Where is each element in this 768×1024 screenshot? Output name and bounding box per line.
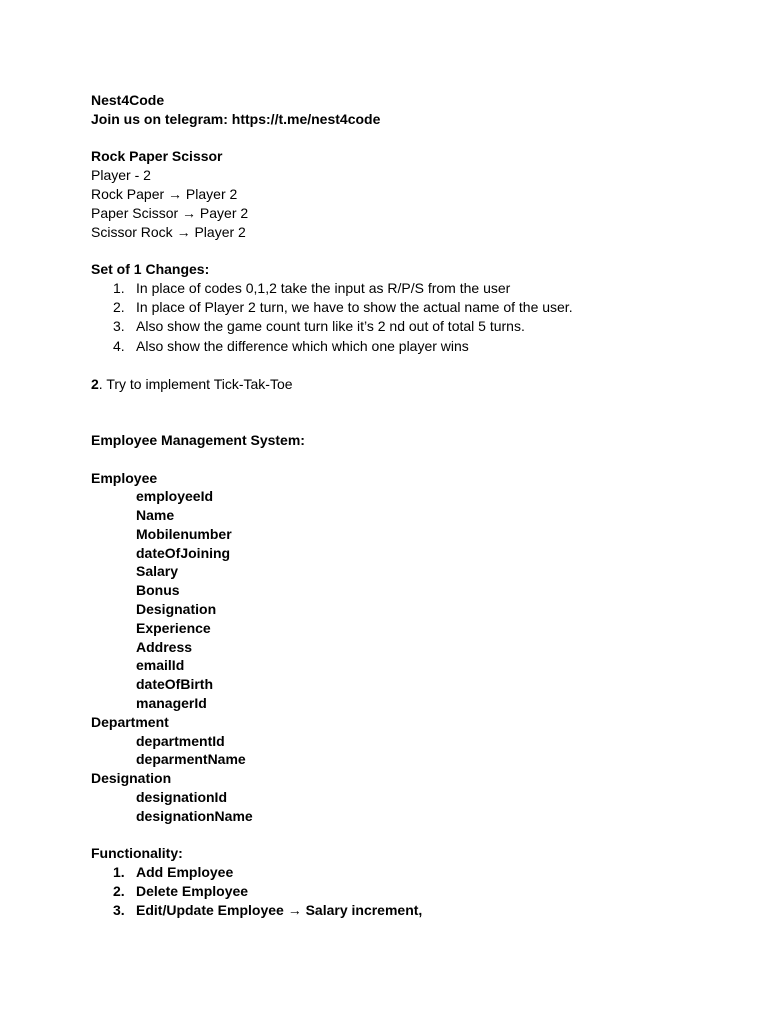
changes-heading: Set of 1 Changes: (91, 261, 210, 278)
field-item: deparmentName (136, 751, 246, 768)
list-text: Edit/Update Employee → Salary increment, (136, 901, 423, 918)
list-text: Also show the difference which which one player wins (136, 337, 469, 354)
rps-line: Player - 2 (91, 167, 151, 184)
field-item: designationId (136, 789, 227, 806)
field-item: employeeId (136, 488, 214, 505)
field-item: Bonus (136, 582, 180, 599)
rps-heading: Rock Paper Scissor (91, 148, 223, 165)
spacer (91, 826, 711, 845)
ems-heading: Employee Management System: (91, 431, 305, 448)
list-number: 2. (113, 883, 125, 900)
task2-text: . Try to implement Tick-Tak-Toe (98, 375, 293, 392)
list-number: 1. (113, 279, 125, 296)
field-item: designationName (136, 807, 253, 824)
rps-line: Paper Scissor → Payer 2 (91, 204, 249, 221)
spacer (91, 356, 711, 375)
list-number: 4. (113, 337, 125, 354)
spacer (91, 241, 711, 260)
field-item: dateOfJoining (136, 544, 231, 561)
list-text: In place of Player 2 turn, we have to show the actual name of the user. (136, 299, 573, 316)
changes-list (91, 279, 711, 356)
spacer (91, 129, 711, 148)
field-item: departmentId (136, 732, 225, 749)
list-number: 2. (113, 299, 125, 316)
rps-lines (91, 166, 711, 241)
field-item: Salary (136, 563, 179, 580)
field-item: emailId (136, 657, 185, 674)
entity-department: Department (91, 713, 169, 730)
list-text: Delete Employee (136, 883, 249, 900)
list-number: 1. (113, 864, 125, 881)
field-item: managerId (136, 695, 207, 712)
list-number: 3. (113, 901, 125, 918)
entity-designation: Designation (91, 770, 172, 787)
brand-title: Nest4Code (91, 92, 165, 108)
list-text: Add Employee (136, 864, 234, 881)
list-item (91, 863, 711, 882)
list-item (91, 901, 711, 920)
spacer (91, 393, 711, 431)
rps-line: Scissor Rock → Player 2 (91, 223, 246, 240)
list-item (91, 279, 711, 298)
list-item (91, 317, 711, 336)
list-text: In place of codes 0,1,2 take the input as R/P/S from the user (136, 279, 511, 296)
telegram-link-line: Join us on telegram: https://t.me/nest4code (91, 110, 381, 127)
functionality-heading: Functionality: (91, 845, 183, 862)
task2-number: 2 (91, 375, 99, 392)
list-item (91, 337, 711, 356)
task2-line (91, 375, 711, 394)
document-page (91, 91, 711, 920)
field-item: Name (136, 507, 175, 524)
entity-employee: Employee (91, 469, 158, 486)
list-text: Also show the game count turn like it’s 2 nd out of total 5 turns. (136, 318, 525, 335)
list-item (91, 298, 711, 317)
field-item: dateOfBirth (136, 676, 213, 693)
field-item: Address (136, 638, 193, 655)
list-number: 3. (113, 318, 125, 335)
field-item: Mobilenumber (136, 525, 232, 542)
field-item: Experience (136, 619, 211, 636)
functionality-list (91, 863, 711, 919)
rps-line: Rock Paper → Player 2 (91, 185, 238, 202)
spacer (91, 450, 711, 469)
list-item (91, 882, 711, 901)
field-item: Designation (136, 601, 217, 618)
